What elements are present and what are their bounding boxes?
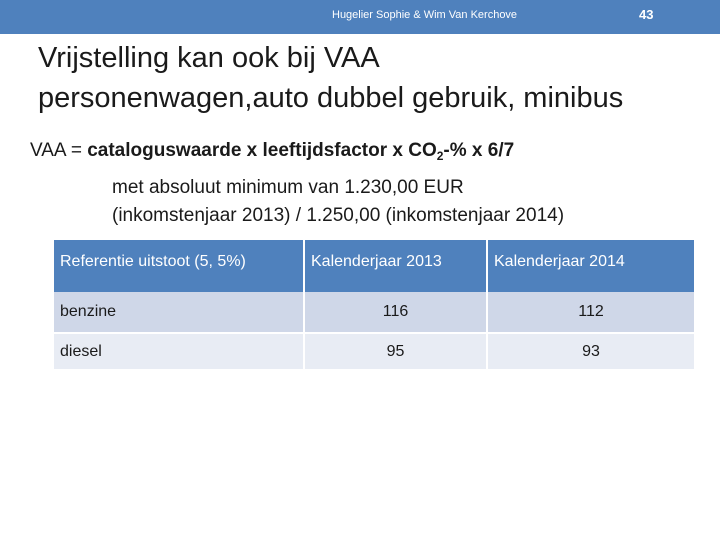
minimum-note-line-2: (inkomstenjaar 2013) / 1.250,00 (inkomstenjaar 2014) [112, 205, 565, 226]
page-number: 43 [639, 7, 654, 22]
table-cell-2013: 116 [304, 292, 487, 333]
table-header-reference: Referentie uitstoot (5, 5%) [54, 240, 304, 292]
formula-part-2: -% x 6/7 [443, 140, 515, 161]
reference-emission-table [54, 240, 694, 369]
table-header-2014: Kalenderjaar 2014 [487, 240, 694, 292]
table-cell-2013: 95 [304, 333, 487, 369]
minimum-note-line-1: met absoluut minimum van 1.230,00 EUR [112, 177, 464, 198]
table-row [54, 333, 694, 369]
header-author: Hugelier Sophie & Wim Van Kerchove [332, 9, 518, 21]
slide-title-line-2: personenwagen,auto dubbel gebruik, minibus [38, 82, 624, 114]
formula-co2-subscript: 2 [436, 149, 444, 163]
slide-title [38, 38, 708, 118]
formula-lhs: VAA = [30, 140, 88, 161]
table-cell-fuel: diesel [54, 333, 304, 369]
table-cell-fuel: benzine [54, 292, 304, 333]
formula-part-1: cataloguswaarde x leeftijdsfactor x [87, 140, 409, 161]
header-bar [0, 0, 720, 34]
vaa-formula [30, 140, 710, 162]
table-header-2013: Kalenderjaar 2013 [304, 240, 487, 292]
formula-co2: CO [408, 140, 437, 161]
table-header-row [54, 240, 694, 292]
table-cell-2014: 112 [487, 292, 694, 333]
table-row [54, 292, 694, 333]
table-cell-2014: 93 [487, 333, 694, 369]
slide-title-line-1: Vrijstelling kan ook bij VAA [38, 42, 380, 74]
